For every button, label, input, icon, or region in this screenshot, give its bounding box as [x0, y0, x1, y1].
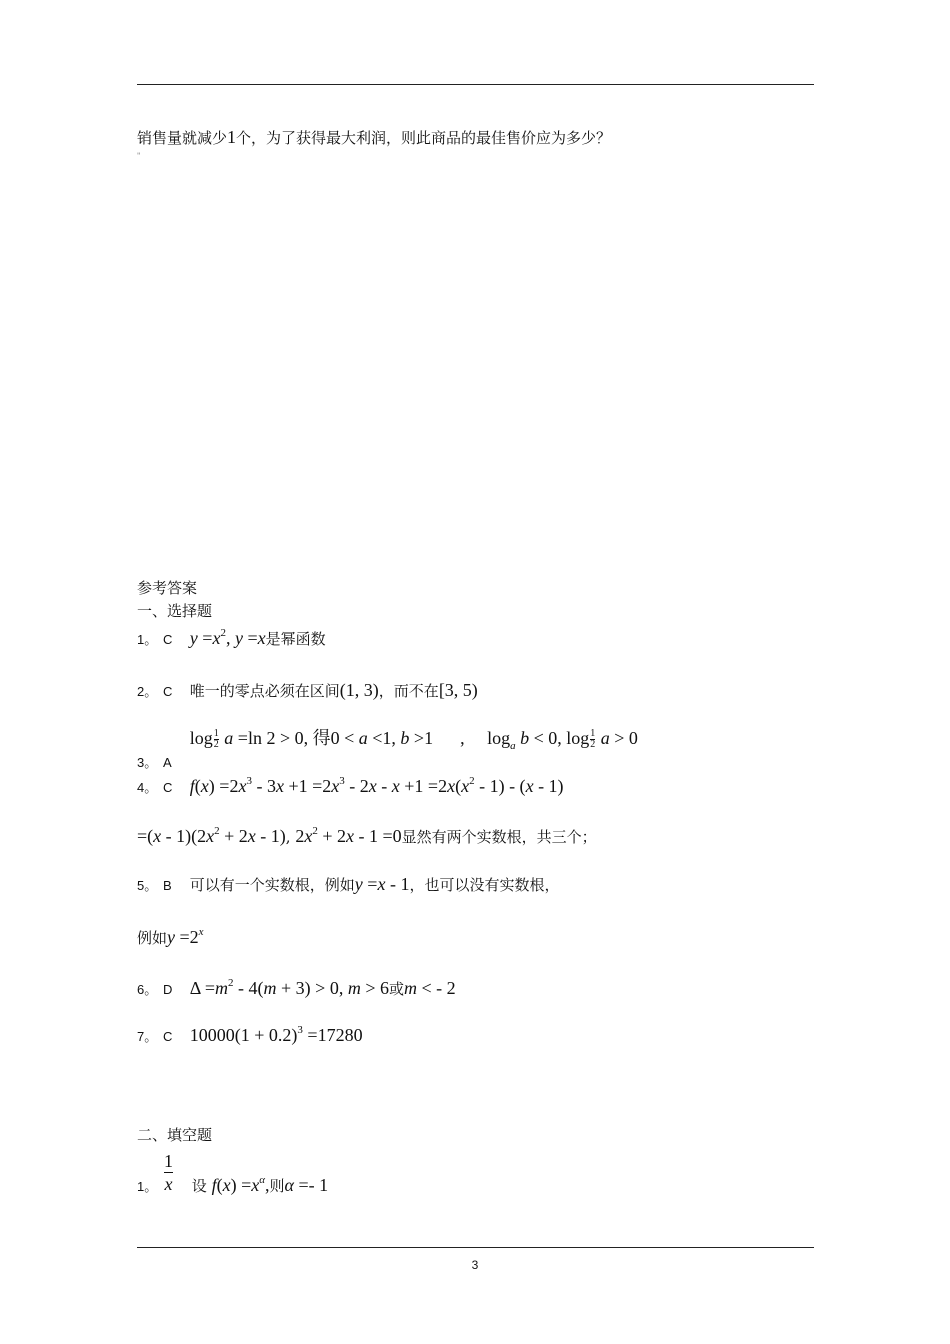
formula-1: $y =x^2$, y =x: [189, 627, 266, 648]
section1-heading: 一、选择题: [137, 602, 213, 620]
fill-item-1: 1。 设 $f(x) =x^\alpha$,则α =- 1: [137, 1174, 329, 1195]
answer-item-4: 4。 C $f(x) =2x^3 - 3x +1 =2x^3 - 2x - x +1 =2x(x^2 - 1) - (x - 1)$: [137, 775, 564, 796]
answer-item-4-cont: $=(x - 1)(2x^2 + 2x - 1)$, $2x^2 + 2x - 1 =0$显然有两个实数根，共三个；: [137, 825, 597, 846]
section2-heading: 二、填空题: [137, 1126, 213, 1144]
answer-item-5: 5。 B 可以有一个实数根，例如y =x - 1，也可以没有实数根，: [137, 874, 560, 894]
paragraph-mark: ": [137, 152, 141, 160]
answer-item-7: 7。 C $10000(1 + 0.2)^3 =17280$: [137, 1024, 363, 1045]
interval-3-5: [3, 5): [438, 680, 478, 700]
answer-item-3: 3。 A: [137, 755, 172, 770]
answers-heading: 参考答案: [137, 579, 198, 597]
answer-item-3-formula: log $\frac{1}{2}$ a =ln 2 > 0, 得0 < a <1, b >1 , $\log_a b < 0$, log $\frac{1}{2}$ a > 0: [189, 728, 638, 752]
header-rule: [137, 84, 814, 85]
answer-item-1: 1。 C $y =x^2$, y =x是幂函数: [137, 627, 326, 648]
answer-item-5-cont: 例如$y =2^x$: [137, 926, 204, 947]
answer-item-6: 6。 D $\Delta =m^2 - 4(m + 3) > 0$, m > 6或m < - 2: [137, 977, 456, 998]
page-number: 3: [471, 1258, 479, 1272]
footer-rule: [137, 1247, 814, 1248]
interval-1-3: (1, 3): [339, 680, 379, 700]
answer-item-2: 2。 C 唯一的零点必须在区间(1, 3)，而不在[3, 5): [137, 680, 478, 700]
fraction-1-over-x: $\frac{1}{x}$: [164, 1151, 173, 1194]
intro-text: 销售量就减少1个，为了获得最大利润，则此商品的最佳售价应为多少？: [137, 127, 612, 147]
